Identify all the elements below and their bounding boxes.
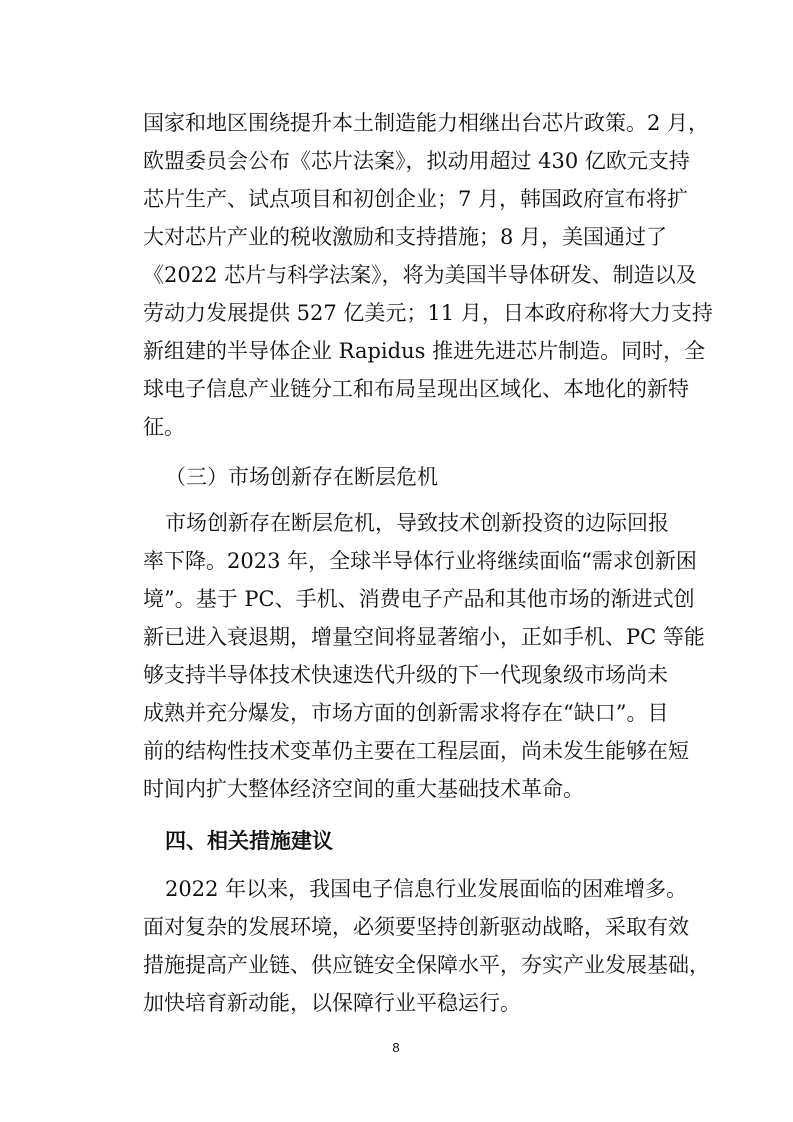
- text-line: 率下降。2023 年，全球半导体行业将继续面临“需求创新困: [143, 549, 697, 573]
- text-line: 欧盟委员会公布《芯片法案》，拟动用超过 430 亿欧元支持: [143, 149, 690, 173]
- text-line: 劳动力发展提供 527 亿美元；11 月，日本政府称将大力支持: [143, 301, 713, 325]
- text-line: 措施提高产业链、供应链安全保障水平，夯实产业发展基础，: [143, 953, 710, 977]
- text-line: 新组建的半导体企业 Rapidus 推进先进芯片制造。同时，全: [143, 339, 706, 363]
- text-line: 境”。基于 PC、手机、消费电子产品和其他市场的渐进式创: [143, 587, 695, 611]
- text-line: 成熟并充分爆发，市场方面的创新需求将存在“缺口”。目: [143, 701, 669, 725]
- text-line: 2022 年以来，我国电子信息行业发展面临的困难增多。: [165, 877, 688, 901]
- text-line: 《2022 芯片与科学法案》，将为美国半导体研发、制造以及: [143, 263, 697, 287]
- section-subheading: （三）市场创新存在断层危机: [165, 465, 438, 489]
- text-line: 征。: [143, 415, 185, 439]
- section-heading: 四、相关措施建议: [165, 829, 333, 853]
- text-line: 面对复杂的发展环境，必须要坚持创新驱动战略，采取有效: [143, 915, 689, 939]
- page-number: 8: [392, 1040, 400, 1055]
- text-line: 大对芯片产业的税收激励和支持措施；8 月，美国通过了: [143, 225, 668, 249]
- text-line: 时间内扩大整体经济空间的重大基础技术革命。: [143, 777, 584, 801]
- text-line: 够支持半导体技术快速迭代升级的下一代现象级市场尚未: [143, 663, 668, 687]
- text-line: 前的结构性技术变革仍主要在工程层面，尚未发生能够在短: [143, 739, 689, 763]
- text-line: 新已进入衰退期，增量空间将显著缩小，正如手机、PC 等能: [143, 625, 705, 649]
- text-line: 加快培育新动能，以保障行业平稳运行。: [143, 991, 521, 1015]
- text-line: 国家和地区围绕提升本土制造能力相继出台芯片政策。2 月，: [143, 111, 710, 135]
- text-line: 球电子信息产业链分工和布局呈现出区域化、本地化的新特: [143, 377, 689, 401]
- text-line: 市场创新存在断层危机，导致技术创新投资的边际回报: [165, 511, 669, 535]
- text-line: 芯片生产、试点项目和初创企业；7 月，韩国政府宣布将扩: [143, 187, 689, 211]
